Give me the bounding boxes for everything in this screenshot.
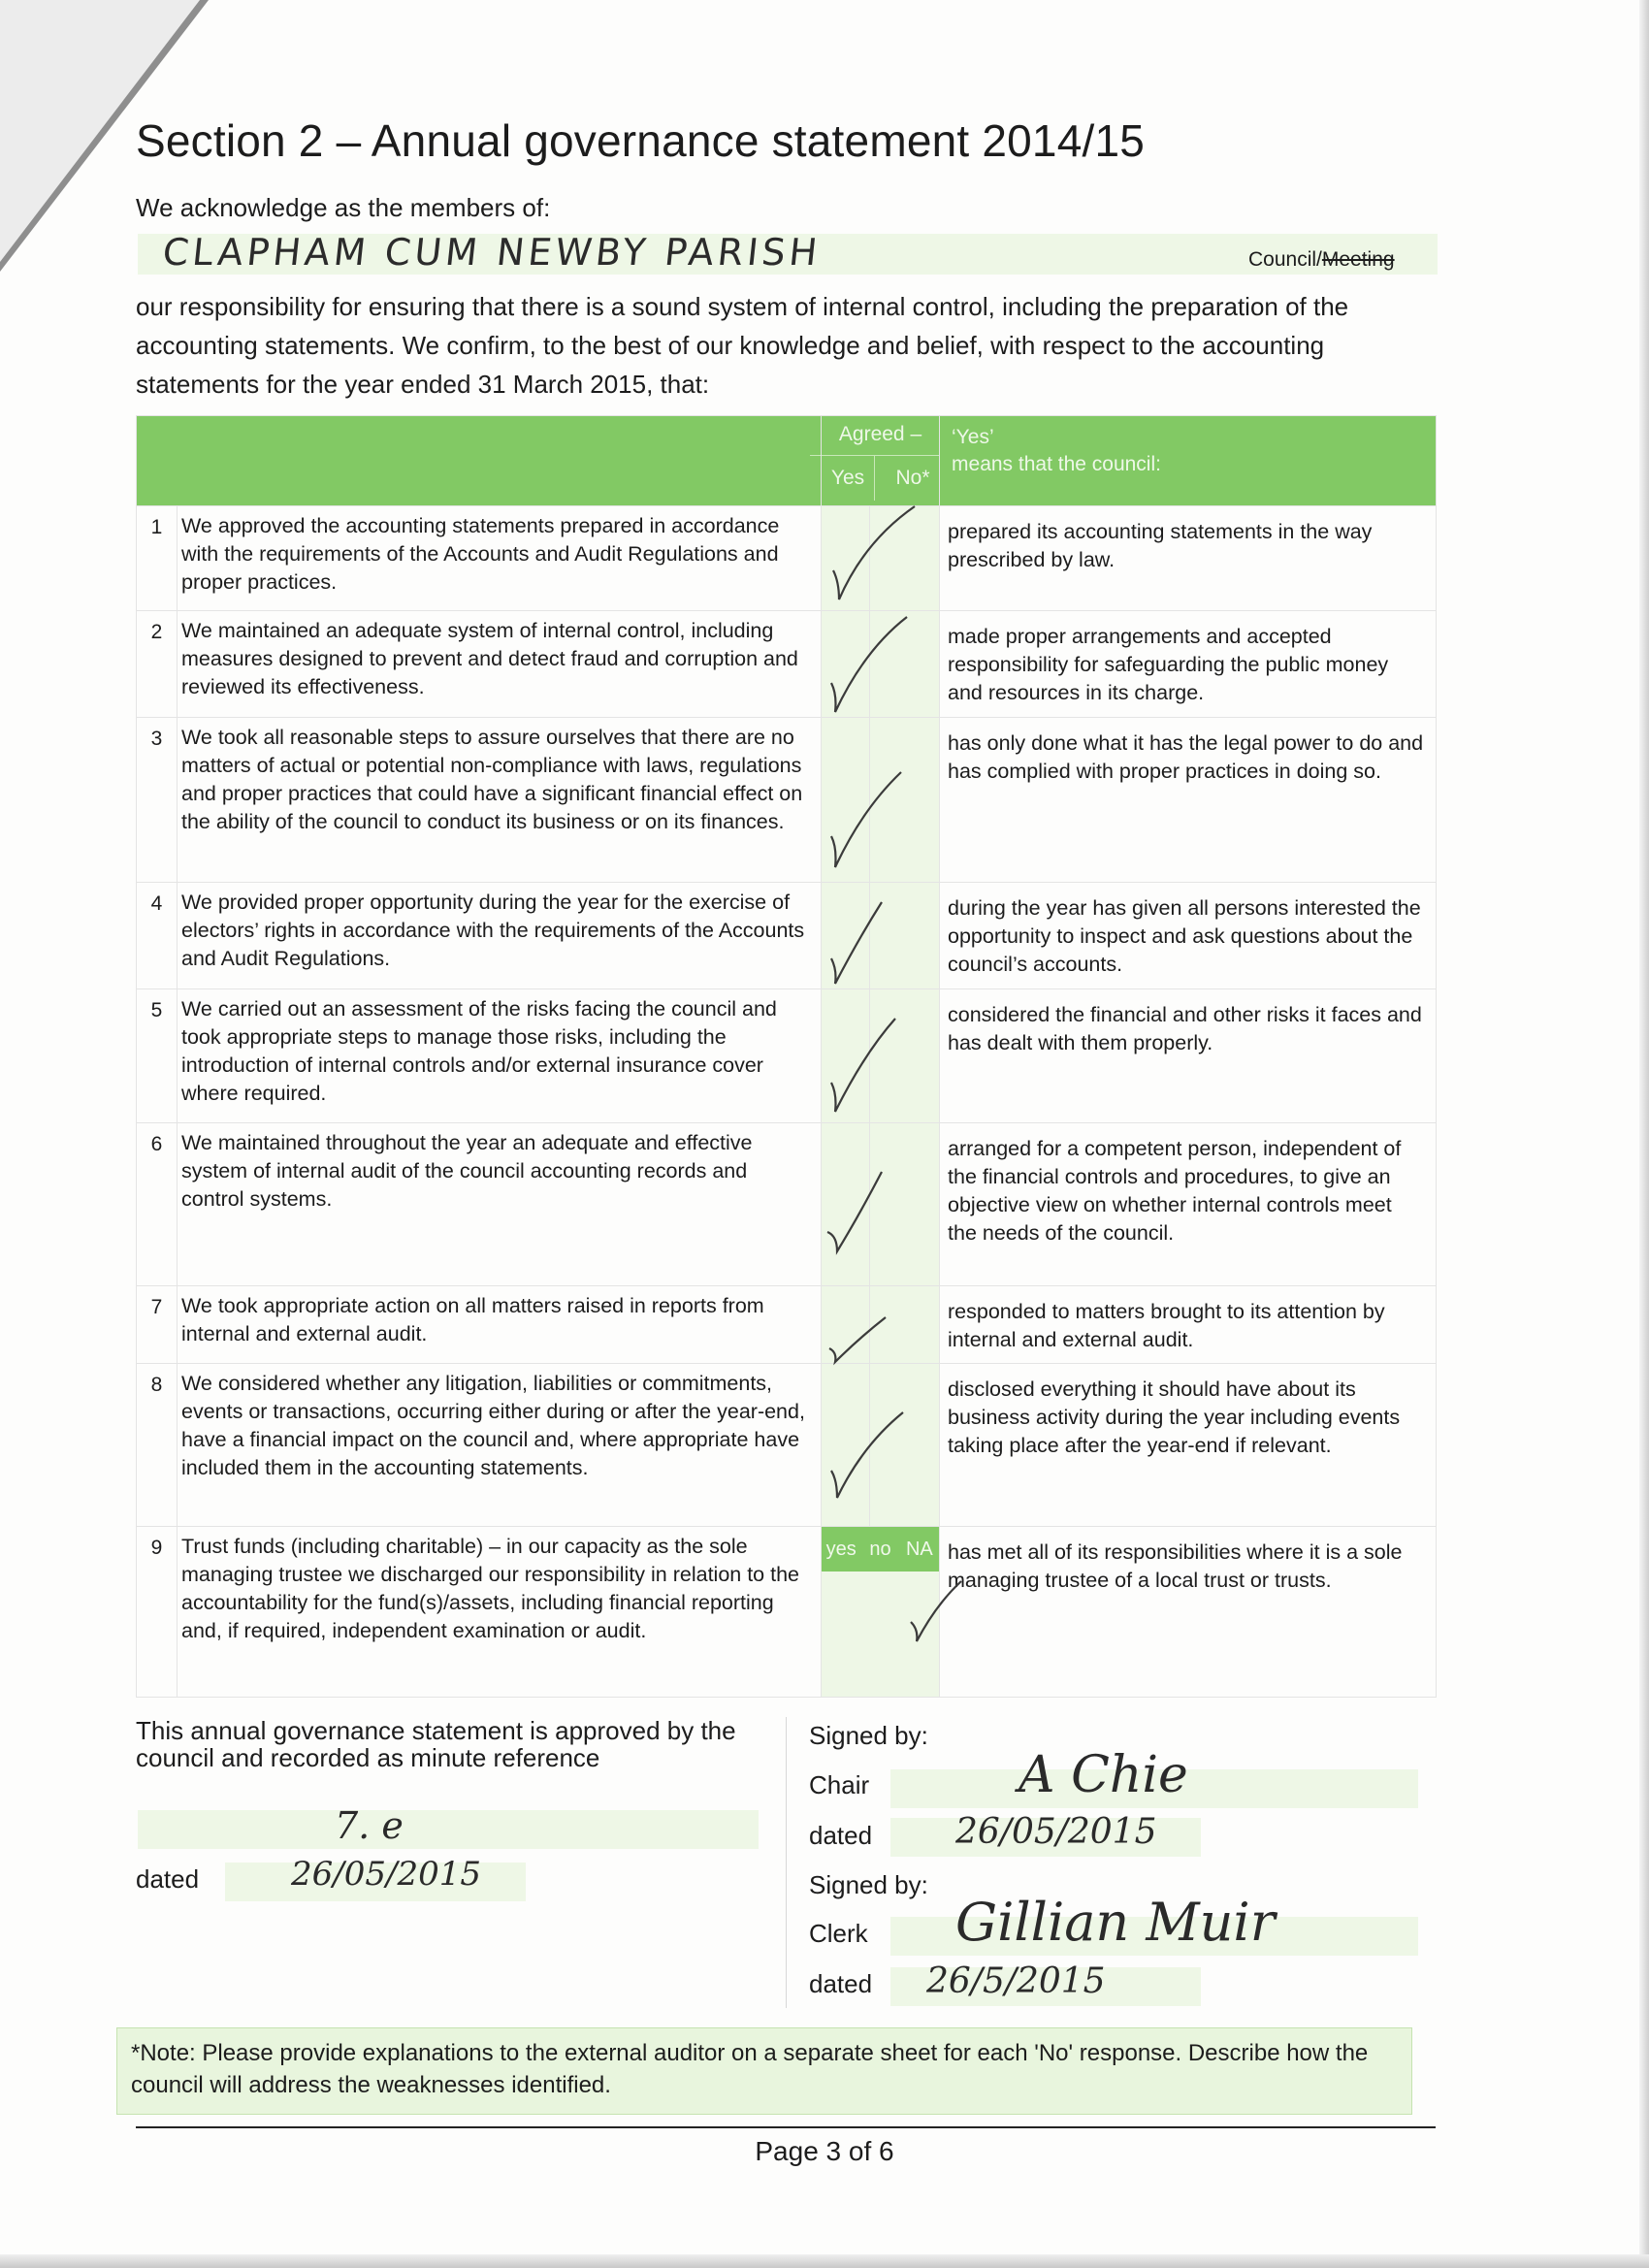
no-box[interactable] bbox=[870, 883, 940, 989]
responsibility-text: our responsibility for ensuring that there is a sound system of internal control, including the preparation of the accounting statements. We confirm, to the best of our knowledge and belief, with respect to the accounting statements for the year ended 31 March 2015, that: bbox=[136, 292, 1349, 399]
row-number: 6 bbox=[137, 1123, 178, 1286]
meaning-text: arranged for a competent person, independent of the financial controls and procedures, to give an objective view on whether internal controls meet the needs of the council. bbox=[940, 1123, 1437, 1286]
option-na[interactable]: NA bbox=[900, 1527, 939, 1571]
tick-mark-icon bbox=[825, 502, 919, 609]
table-row bbox=[137, 883, 1437, 989]
approval-text: This annual governance statement is approved by the council and recorded as minute reference bbox=[136, 1716, 736, 1772]
no-box[interactable] bbox=[870, 1123, 940, 1286]
signature-divider bbox=[786, 1717, 787, 2008]
signed-by-label: Signed by: bbox=[809, 1870, 928, 1899]
trust-answer-cell bbox=[822, 1527, 940, 1698]
table-row bbox=[137, 989, 1437, 1123]
minute-reference-field[interactable] bbox=[138, 1810, 759, 1849]
no-box[interactable] bbox=[870, 611, 940, 718]
tick-mark-icon bbox=[825, 887, 919, 993]
no-column-label: No* bbox=[895, 467, 930, 489]
yes-quote-label: ‘Yes’ bbox=[952, 426, 994, 448]
table-row bbox=[137, 1123, 1437, 1286]
page-edge bbox=[0, 2254, 1649, 2268]
page-edge bbox=[1639, 0, 1649, 2268]
clerk-label: Clerk bbox=[809, 1919, 868, 1948]
governance-table bbox=[136, 415, 1437, 1698]
row-number: 5 bbox=[137, 989, 178, 1123]
intro-text: We acknowledge as the members of: bbox=[136, 193, 551, 222]
meaning-text: prepared its accounting statements in the way prescribed by law. bbox=[940, 506, 1437, 611]
yes-column-label: Yes bbox=[810, 456, 875, 501]
tick-mark-icon bbox=[825, 1403, 919, 1509]
clerk-dated-label: dated bbox=[809, 1969, 873, 1998]
option-yes[interactable]: yes bbox=[822, 1527, 860, 1571]
chair-signature: A Chie bbox=[1018, 1746, 1188, 1804]
statement-text: We took appropriate action on all matters raised in reports from internal and external audit. bbox=[178, 1286, 822, 1364]
note-text: *Note: Please provide explanations to the external auditor on a separate sheet for each 'No' response. Describe how the council will address the weaknesses identified. bbox=[131, 2040, 1369, 2098]
meaning-text: during the year has given all persons interested the opportunity to inspect and ask questions about the council’s accounts. bbox=[940, 883, 1437, 989]
clerk-date-value: 26/5/2015 bbox=[926, 1961, 1106, 2001]
meaning-header bbox=[940, 416, 1437, 506]
row-number: 1 bbox=[137, 506, 178, 611]
table-row bbox=[137, 1364, 1437, 1527]
no-box[interactable] bbox=[870, 989, 940, 1123]
table-row bbox=[137, 506, 1437, 611]
option-no[interactable]: no bbox=[860, 1527, 899, 1571]
table-row bbox=[137, 1286, 1437, 1364]
trust-answer-options bbox=[822, 1527, 939, 1571]
tick-mark-icon bbox=[825, 1267, 919, 1374]
chair-label: Chair bbox=[809, 1770, 870, 1799]
row-number: 2 bbox=[137, 611, 178, 718]
statement-text: We maintained throughout the year an adequate and effective system of internal audit of the council accounting records and control systems. bbox=[178, 1123, 822, 1286]
row-number: 9 bbox=[137, 1527, 178, 1698]
statement-text: We approved the accounting statements prepared in accordance with the requirements of the Accounts and Audit Regulations and proper practices. bbox=[178, 506, 822, 611]
meaning-text: considered the financial and other risks it faces and has dealt with them properly. bbox=[940, 989, 1437, 1123]
tick-mark-icon bbox=[825, 1011, 919, 1118]
approval-date-value: 26/05/2015 bbox=[291, 1855, 481, 1894]
council-suffix bbox=[1248, 248, 1395, 272]
council-suffix-label: Council/ bbox=[1248, 248, 1322, 271]
council-name-handwritten: CLAPHAM CUM NEWBY PARISH bbox=[160, 231, 824, 274]
meaning-text: has met all of its responsibilities where it is a sole managing trustee of a local trust or trusts. bbox=[940, 1527, 1437, 1698]
row-number: 8 bbox=[137, 1364, 178, 1527]
statement-text: Trust funds (including charitable) – in our capacity as the sole managing trustee we discharged our responsibility in relation to the accountability for the fund(s)/assets, including financial reporting and, if required, independent examination or audit. bbox=[178, 1527, 822, 1698]
table-row bbox=[137, 718, 1437, 883]
minute-reference-value: 7. e bbox=[335, 1804, 404, 1847]
header-blank bbox=[137, 416, 822, 506]
meaning-text: made proper arrangements and accepted responsibility for safeguarding the public money and resources in its charge. bbox=[940, 611, 1437, 718]
tick-mark-icon bbox=[825, 611, 919, 718]
page-title: Section 2 – Annual governance statement 2014/15 bbox=[136, 115, 1146, 166]
footer-rule bbox=[136, 2126, 1436, 2128]
clerk-signature: Gillian Muir bbox=[955, 1892, 1276, 1953]
agreed-label: Agreed – bbox=[810, 416, 939, 456]
chair-date-value: 26/05/2015 bbox=[955, 1812, 1157, 1852]
meaning-text: has only done what it has the legal power to do and has complied with proper practices in doing so. bbox=[940, 718, 1437, 883]
table-row bbox=[137, 1527, 1437, 1698]
table-header-row bbox=[137, 416, 1437, 506]
row-number: 4 bbox=[137, 883, 178, 989]
means-label: means that the council: bbox=[952, 453, 1161, 475]
statement-text: We took all reasonable steps to assure ourselves that there are no matters of actual or potential non-compliance with laws, regulations and proper practices that could have a significant financial effect on the ability of the council to conduct its business or on its finances. bbox=[178, 718, 822, 883]
approval-dated-label: dated bbox=[136, 1864, 200, 1894]
tick-mark-icon bbox=[825, 1154, 919, 1261]
no-box[interactable] bbox=[870, 1286, 940, 1364]
agreed-header bbox=[822, 416, 940, 506]
signed-by-label: Signed by: bbox=[809, 1721, 928, 1750]
meaning-text: disclosed everything it should have about its business activity during the year including events taking place after the year-end if relevant. bbox=[940, 1364, 1437, 1527]
chair-dated-label: dated bbox=[809, 1821, 873, 1850]
table-row bbox=[137, 611, 1437, 718]
no-box[interactable] bbox=[870, 718, 940, 883]
no-box[interactable] bbox=[870, 506, 940, 611]
page-number: Page 3 of 6 bbox=[755, 2136, 894, 2166]
statement-text: We provided proper opportunity during the year for the exercise of electors’ rights in accordance with the requirements of the Accounts and Audit Regulations. bbox=[178, 883, 822, 989]
council-suffix-struck: Meeting bbox=[1321, 248, 1395, 271]
statement-text: We carried out an assessment of the risks facing the council and took appropriate steps to manage those risks, including the introduction of internal controls and/or external insurance cover where required. bbox=[178, 989, 822, 1123]
statement-text: We considered whether any litigation, liabilities or commitments, events or transactions, occurring either during or after the year-end, have a financial impact on the council and, where appropriate have included them in the accounting statements. bbox=[178, 1364, 822, 1527]
tick-mark-icon bbox=[825, 766, 919, 873]
tick-mark-icon bbox=[909, 1575, 963, 1643]
row-number: 7 bbox=[137, 1286, 178, 1364]
no-box[interactable] bbox=[870, 1364, 940, 1527]
statement-text: We maintained an adequate system of internal control, including measures designed to prevent and detect fraud and corruption and reviewed its effectiveness. bbox=[178, 611, 822, 718]
meaning-text: responded to matters brought to its attention by internal and external audit. bbox=[940, 1286, 1437, 1364]
row-number: 3 bbox=[137, 718, 178, 883]
